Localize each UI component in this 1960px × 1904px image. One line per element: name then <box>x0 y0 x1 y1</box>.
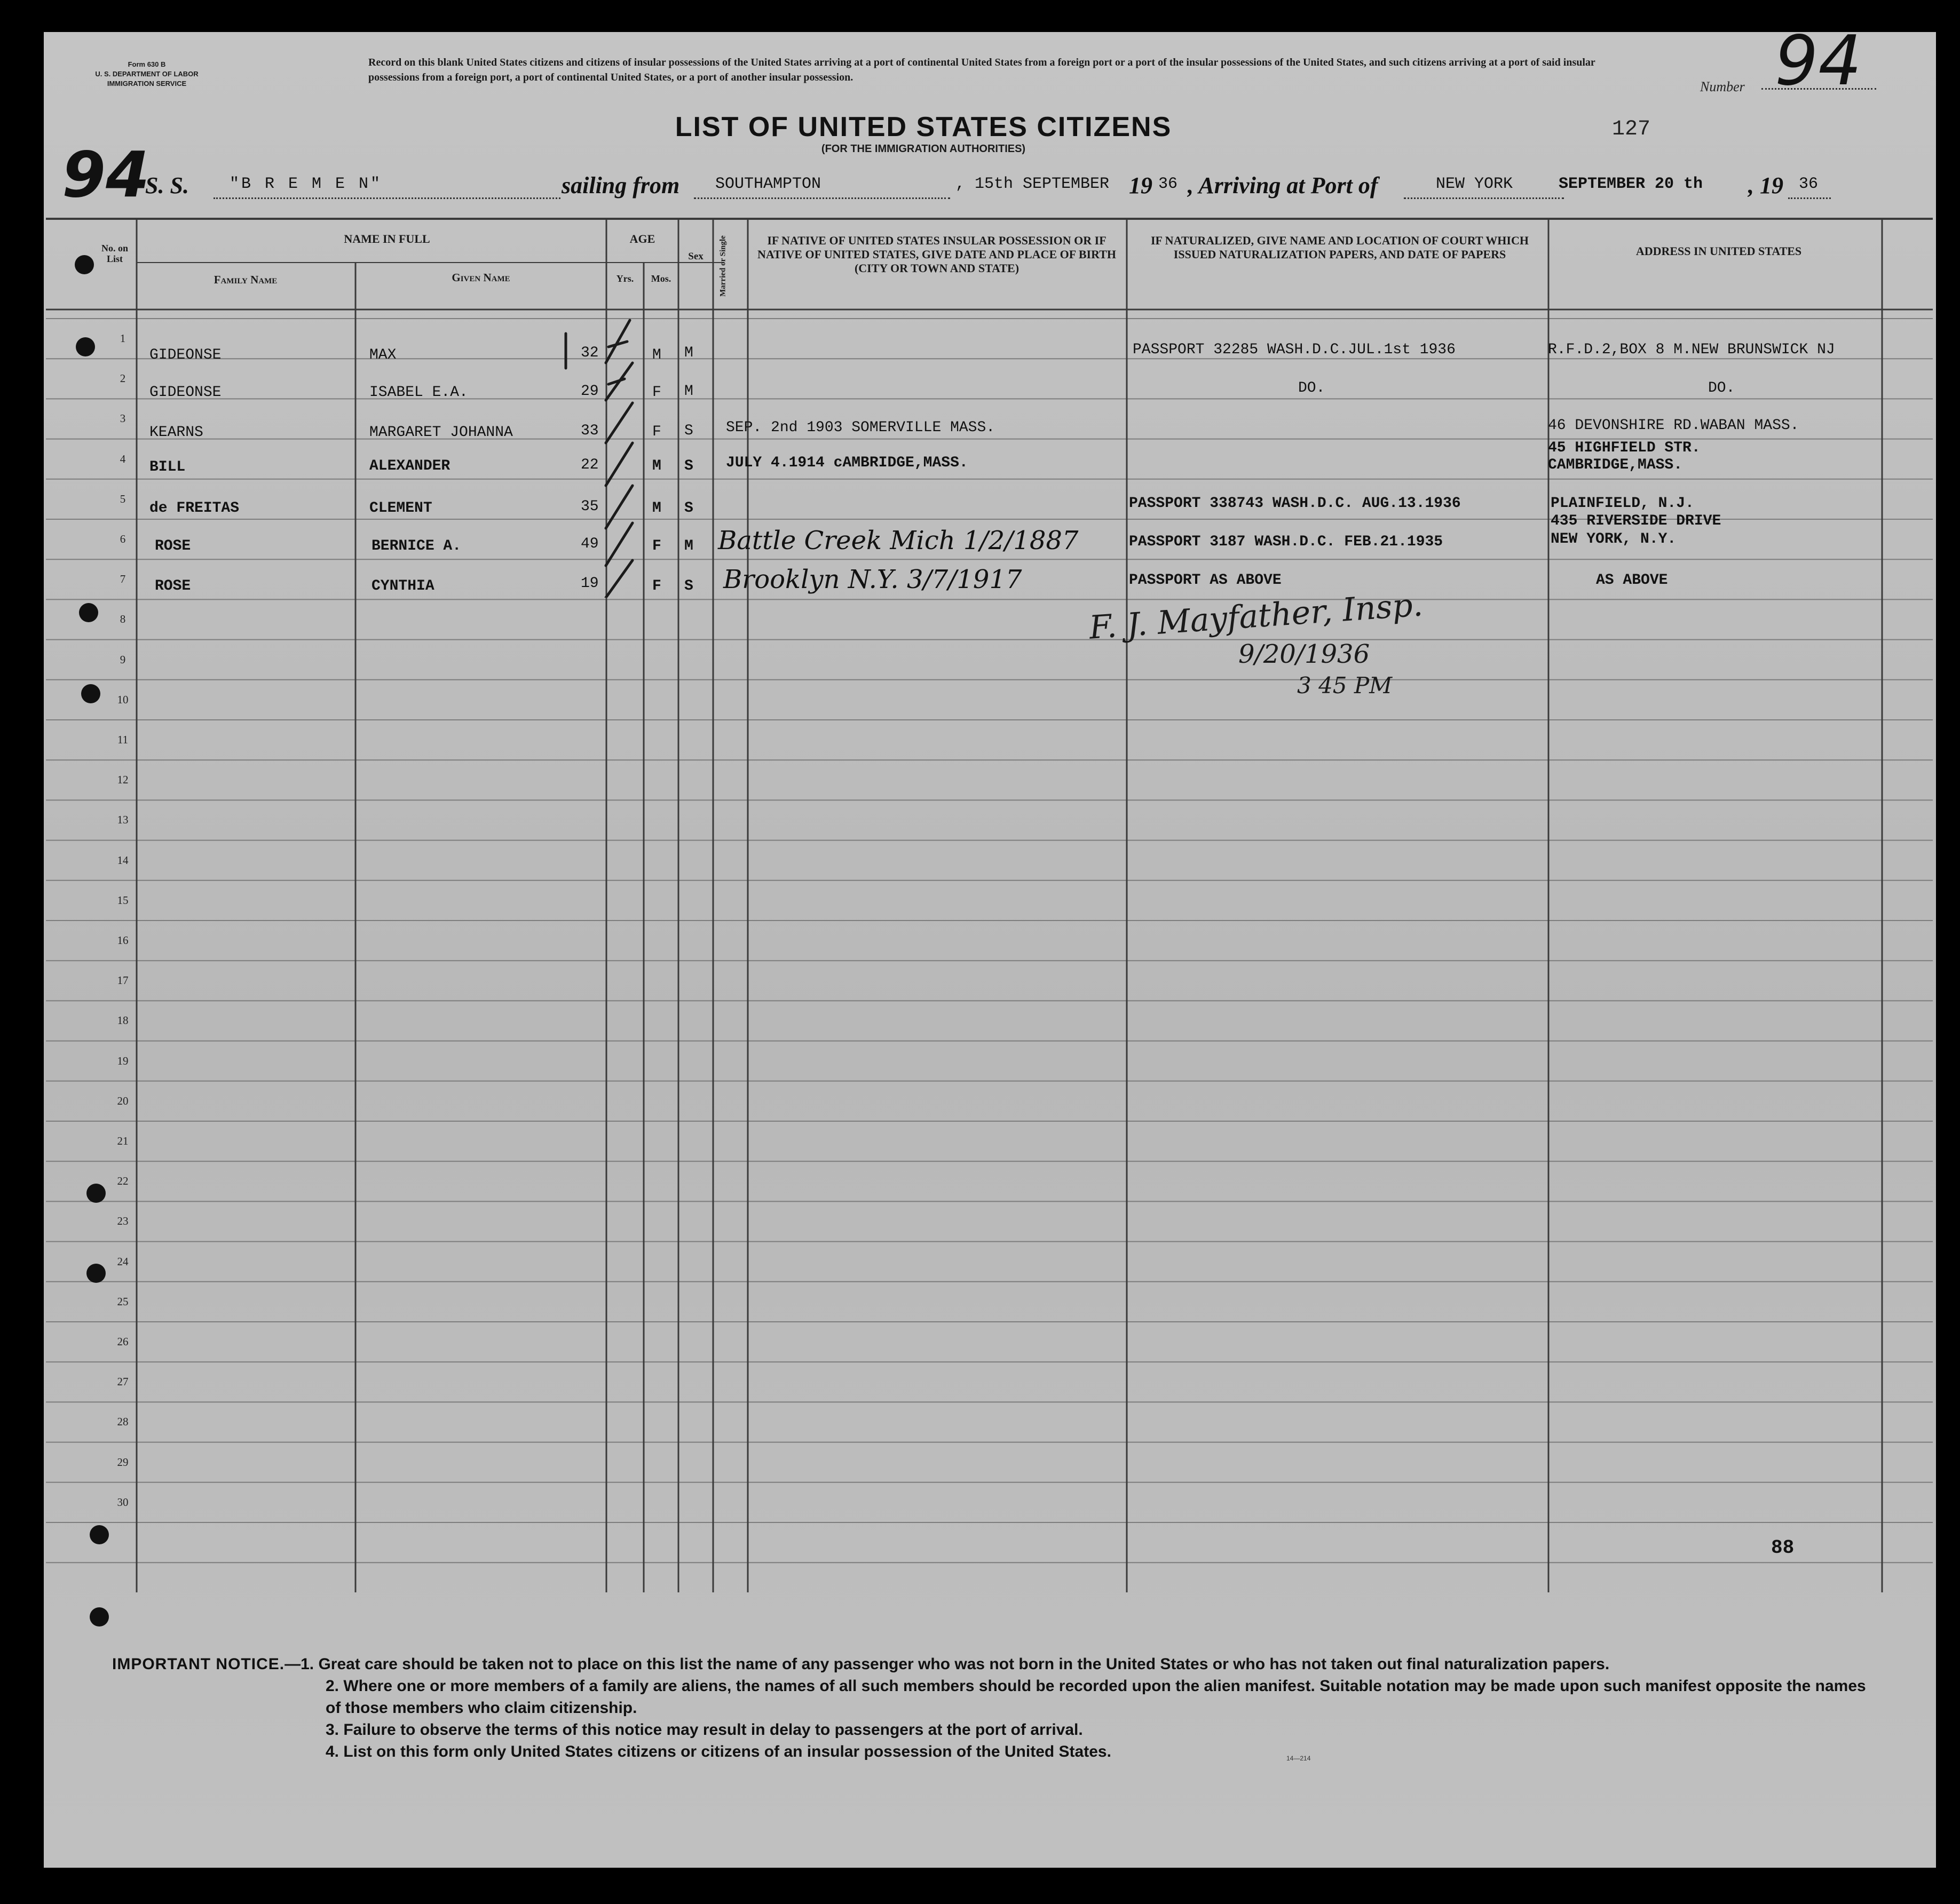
row-number: 19 <box>117 1054 129 1067</box>
year-underline <box>1788 197 1831 199</box>
married-7: S <box>684 578 693 594</box>
given-name-5: CLEMENT <box>369 500 432 517</box>
ship-name: "B R E M E N" <box>230 175 383 193</box>
col-age: AGE <box>629 232 655 245</box>
form-identifier: Form 630 B U. S. DEPARTMENT OF LABOR IMMIGRATION SERVICE <box>95 60 199 88</box>
age-1: 32 <box>581 345 599 361</box>
naturalized-2: DO. <box>1298 380 1325 396</box>
given-name-4: ALEXANDER <box>369 458 451 474</box>
row-number: 26 <box>117 1335 129 1348</box>
married-1: M <box>684 345 693 361</box>
sex-5: M <box>652 500 661 517</box>
address-1: R.F.D.2,BOX 8 M.NEW BRUNSWICK NJ <box>1548 342 1835 358</box>
sex-2: F <box>652 384 661 401</box>
col-name-full: NAME IN FULL <box>344 232 430 245</box>
row-number: 28 <box>117 1415 129 1429</box>
col-given: Given Name <box>452 271 510 284</box>
row-number: 7 <box>120 573 126 586</box>
page-subtitle: (FOR THE IMMIGRATION AUTHORITIES) <box>821 143 1026 155</box>
notice-heading: IMPORTANT NOTICE. <box>112 1655 285 1673</box>
address-5: PLAINFIELD, N.J. <box>1551 495 1694 512</box>
row-number: 23 <box>117 1215 129 1228</box>
record-instructions: Record on this blank United States citizens and citizens of insular possessions of the United States arriving at a port of continental United States from a foreign port or a port of the insular possessions of the United States, and such citizens arriving at a port of said insular possessions from a foreign port, a port of continental United States, or a port of another insular possession. <box>368 57 1595 83</box>
punch-hole <box>90 1607 109 1627</box>
family-name-2: GIDEONSE <box>149 384 222 401</box>
row-number: 10 <box>117 693 129 706</box>
given-name-6: BERNICE A. <box>372 538 462 554</box>
inspection-date: 9/20/1936 <box>1238 639 1370 669</box>
address-3: 46 DEVONSHIRE RD.WABAN MASS. <box>1548 417 1799 434</box>
naturalized-5: PASSPORT 338743 WASH.D.C. AUG.13.1936 <box>1129 495 1461 512</box>
birth-4: JULY 4.1914 cAMBRIDGE,MASS. <box>726 455 968 471</box>
important-notice <box>112 1653 1874 1763</box>
age-6: 49 <box>581 536 599 552</box>
sex-3: F <box>652 424 661 440</box>
row-number: 11 <box>117 733 129 746</box>
address-5-line2: 435 RIVERSIDE DRIVE <box>1551 513 1721 529</box>
margin-number: 94 <box>62 138 150 211</box>
married-5: S <box>684 500 693 517</box>
married-2: M <box>684 383 693 400</box>
row-number: 4 <box>120 452 126 465</box>
from-year: 36 <box>1158 175 1178 193</box>
punch-hole <box>76 337 95 356</box>
married-4: S <box>684 458 693 474</box>
number-underline <box>1761 88 1876 90</box>
punch-hole <box>90 1525 109 1544</box>
punch-hole <box>75 255 94 274</box>
arrive-year-prefix: , 19 <box>1748 172 1783 199</box>
punch-hole <box>86 1264 106 1283</box>
punch-hole <box>86 1184 106 1203</box>
sailing-label: sailing from <box>562 172 680 199</box>
row-number: 3 <box>120 412 126 425</box>
arrive-date: SEPTEMBER 20 th <box>1559 175 1703 193</box>
sex-6: F <box>652 538 661 554</box>
col-yrs: Yrs. <box>616 273 634 284</box>
row-number: 14 <box>117 853 129 867</box>
list-stamp: 127 <box>1612 117 1651 141</box>
to-port: NEW YORK <box>1436 175 1513 193</box>
row-number: 24 <box>117 1255 129 1268</box>
row-number: 20 <box>117 1094 129 1107</box>
sex-1: M <box>652 347 661 363</box>
punch-hole <box>79 603 98 622</box>
row-number: 27 <box>117 1375 129 1389</box>
col-native: IF NATIVE OF UNITED STATES INSULAR POSSESSION OR IF NATIVE OF UNITED STATES, GIVE DATE AND PLACE OF BIRTH (CITY OR TOWN AND STATE) <box>757 234 1116 275</box>
row-number: 30 <box>117 1495 129 1509</box>
row-number: 1 <box>120 332 126 345</box>
ss-label: S. S. <box>145 172 189 199</box>
naturalized-1: PASSPORT 32285 WASH.D.C.JUL.1st 1936 <box>1133 342 1456 358</box>
sex-7: F <box>652 578 661 594</box>
row-number: 22 <box>117 1175 129 1188</box>
address-6: NEW YORK, N.Y. <box>1551 531 1677 548</box>
naturalized-7: PASSPORT AS ABOVE <box>1129 572 1282 589</box>
from-year-prefix: 19 <box>1129 172 1152 199</box>
ship-underline <box>214 197 560 199</box>
address-7: AS ABOVE <box>1596 572 1668 589</box>
notice-item-3: 3. Failure to observe the terms of this notice may result in delay to passengers at the port of arrival. <box>326 1721 1083 1739</box>
arrive-year: 36 <box>1799 175 1819 193</box>
notice-item-2: 2. Where one or more members of a family are aliens, the names of all such members should be recorded upon the alien manifest. Suitable notation may be made upon such manifest opposite the names of those members who claim citizenship. <box>326 1677 1866 1717</box>
page-total: 88 <box>1771 1537 1795 1559</box>
row-number: 6 <box>120 533 126 545</box>
col-sex: Sex <box>688 251 704 262</box>
manifest-grid <box>46 204 1933 1592</box>
row-number: 5 <box>120 492 126 505</box>
row-number: 18 <box>117 1014 129 1027</box>
list-number: 94 <box>1775 21 1862 101</box>
address-2: DO. <box>1708 380 1735 396</box>
row-number: 15 <box>117 893 129 907</box>
row-number: 8 <box>120 613 126 626</box>
given-name-2: ISABEL E.A. <box>369 384 468 401</box>
family-name-1: GIDEONSE <box>149 347 222 363</box>
row-number: 12 <box>117 773 129 787</box>
notice-item-4: 4. List on this form only United States citizens or citizens of an insular possession of the United States. <box>326 1743 1111 1760</box>
col-family: Family Name <box>214 273 278 286</box>
family-name-4: BILL <box>149 459 186 475</box>
given-name-7: CYNTHIA <box>372 578 434 594</box>
col-address: ADDRESS IN UNITED STATES <box>1635 244 1802 258</box>
inspection-time: 3 45 PM <box>1297 672 1393 699</box>
page-title: LIST OF UNITED STATES CITIZENS <box>675 112 1172 142</box>
family-name-5: de FREITAS <box>149 500 240 517</box>
given-name-3: MARGARET JOHANNA <box>369 424 513 441</box>
given-name-1: MAX <box>369 347 397 363</box>
row-number: 25 <box>117 1295 129 1308</box>
row-number: 2 <box>120 372 126 385</box>
family-name-6: ROSE <box>155 538 191 554</box>
row-number: 21 <box>117 1135 129 1147</box>
row-number: 17 <box>117 974 129 987</box>
from-port: SOUTHAMPTON <box>715 175 821 193</box>
from-date: , 15th SEPTEMBER <box>955 175 1110 193</box>
married-3: S <box>684 423 693 439</box>
age-7: 19 <box>581 575 599 592</box>
from-underline <box>694 197 950 199</box>
row-number: 16 <box>117 934 129 947</box>
to-underline <box>1404 197 1564 199</box>
punch-hole <box>81 684 100 703</box>
birth-3: SEP. 2nd 1903 SOMERVILLE MASS. <box>726 419 995 436</box>
family-name-3: KEARNS <box>149 424 203 441</box>
row-number: 9 <box>120 653 126 666</box>
birth-6: Battle Creek Mich 1/2/1887 <box>718 526 1079 556</box>
form-code: 14—214 <box>1286 1755 1311 1762</box>
age-2: 29 <box>581 383 599 400</box>
check-marks <box>555 310 673 598</box>
row-number: 13 <box>117 813 129 827</box>
married-6: M <box>684 538 693 554</box>
age-4: 22 <box>581 457 599 473</box>
row-number: 29 <box>117 1455 129 1469</box>
col-married: Married or Single <box>718 235 728 297</box>
age-3: 33 <box>581 423 599 439</box>
birth-7: Brooklyn N.Y. 3/7/1917 <box>723 565 1022 594</box>
col-mos: Mos. <box>651 273 671 284</box>
col-naturalized: IF NATURALIZED, GIVE NAME AND LOCATION OF COURT WHICH ISSUED NATURALIZATION PAPERS, AND DATE OF PAPERS <box>1151 234 1529 261</box>
age-5: 35 <box>581 498 599 515</box>
arriving-label: , Arriving at Port of <box>1188 172 1378 199</box>
col-no: No. on List <box>101 243 128 264</box>
notice-item-1: —1. Great care should be taken not to place on this list the name of any passenger who was not born in the United States or who has not taken out final naturalization papers. <box>284 1655 1610 1673</box>
sex-4: M <box>652 458 661 474</box>
address-4-line2: CAMBRIDGE,MASS. <box>1548 457 1683 473</box>
inspector-signature: F. J. Mayfather, Insp. <box>1088 586 1424 647</box>
family-name-7: ROSE <box>155 578 191 594</box>
naturalized-6: PASSPORT 3187 WASH.D.C. FEB.21.1935 <box>1129 534 1443 550</box>
number-label: Number <box>1700 79 1745 94</box>
address-4: 45 HIGHFIELD STR. <box>1548 440 1701 456</box>
